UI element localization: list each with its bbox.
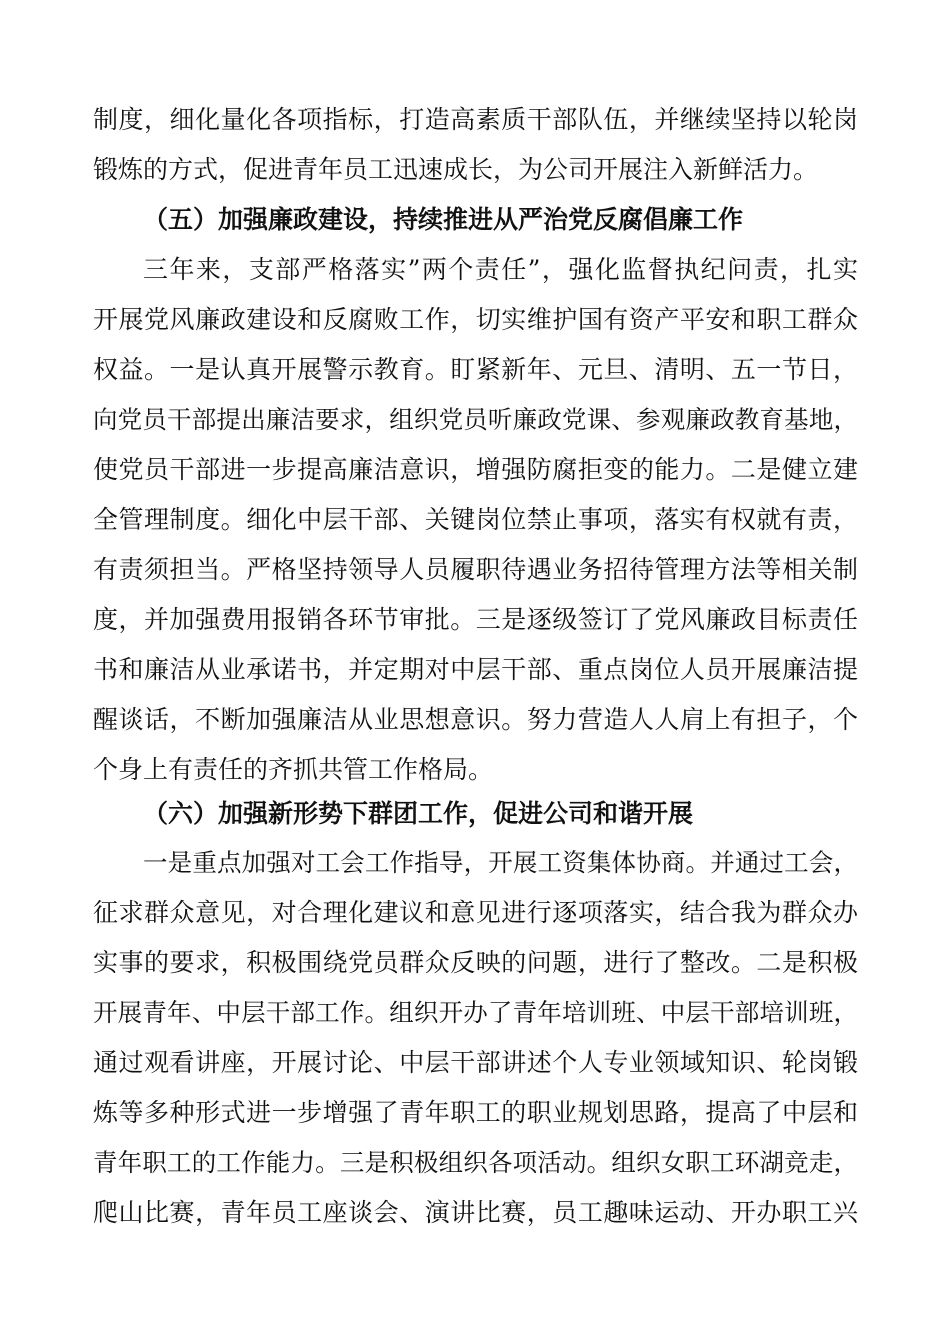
text-line: 权益。一是认真开展警示教育。盯紧新年、元旦、清明、五一节日，	[93, 355, 858, 384]
text-line: 青年职工的工作能力。三是积极组织各项活动。组织女职工环湖竞走，	[93, 1148, 858, 1177]
text-line: 书和廉洁从业承诺书，并定期对中层干部、重点岗位人员开展廉洁提	[93, 655, 858, 684]
section-five-heading: （五）加强廉政建设，持续推进从严治党反腐倡廉工作	[143, 205, 744, 234]
text-line: 醒谈话，不断加强廉洁从业思想意识。努力营造人人肩上有担子，个	[93, 705, 858, 734]
text-line: 一是重点加强对工会工作指导，开展工资集体协商。并通过工会，	[143, 848, 858, 877]
text-line: 通过观看讲座，开展讨论、中层干部讲述个人专业领域知识、轮岗锻	[93, 1048, 858, 1077]
text-line: 制度，细化量化各项指标，打造高素质干部队伍，并继续坚持以轮岗	[93, 105, 858, 134]
text-line: 开展党风廉政建设和反腐败工作，切实维护国有资产平安和职工群众	[93, 305, 858, 334]
text-line: 三年来，支部严格落实”两个责任”，强化监督执纪问责，扎实	[143, 255, 858, 284]
text-line: 实事的要求，积极围绕党员群众反映的问题，进行了整改。二是积极	[93, 948, 858, 977]
text-line: 度，并加强费用报销各环节审批。三是逐级签订了党风廉政目标责任	[93, 605, 858, 634]
text-line: 爬山比赛，青年员工座谈会、演讲比赛，员工趣味运动、开办职工兴	[93, 1198, 858, 1227]
text-line: 向党员干部提出廉洁要求，组织党员听廉政党课、参观廉政教育基地，	[93, 405, 858, 434]
text-line: 使党员干部进一步提高廉洁意识，增强防腐拒变的能力。二是健立建	[93, 455, 858, 484]
text-line: 有责须担当。严格坚持领导人员履职待遇业务招待管理方法等相关制	[93, 555, 858, 584]
text-line: 开展青年、中层干部工作。组织开办了青年培训班、中层干部培训班，	[93, 998, 858, 1027]
text-line: 个身上有责任的齐抓共管工作格局。	[93, 755, 494, 784]
text-line: 全管理制度。细化中层干部、关键岗位禁止事项，落实有权就有责，	[93, 505, 858, 534]
text-line: 锻炼的方式，促进青年员工迅速成长，为公司开展注入新鲜活力。	[93, 155, 819, 184]
section-six-heading: （六）加强新形势下群团工作，促进公司和谐开展	[143, 799, 694, 828]
text-line: 炼等多种形式进一步增强了青年职工的职业规划思路，提高了中层和	[93, 1098, 858, 1127]
text-line: 征求群众意见，对合理化建议和意见进行逐项落实，结合我为群众办	[93, 898, 858, 927]
